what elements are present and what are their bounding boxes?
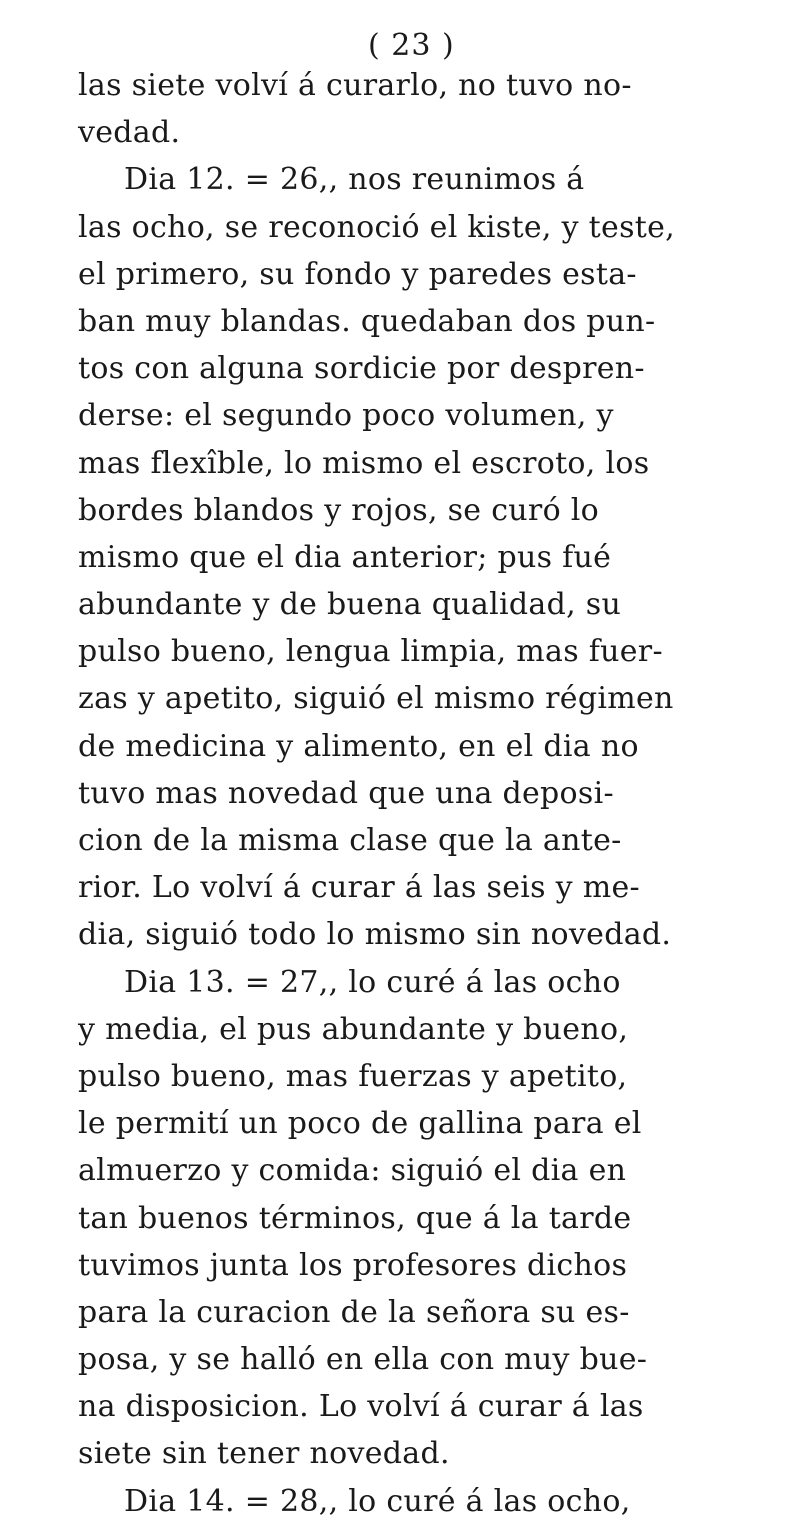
text-line: de medicina y alimento, en el dia no <box>78 728 639 764</box>
text-line: almuerzo y comida: siguió el dia en <box>78 1153 627 1189</box>
text-line: tan buenos términos, que á la tarde <box>78 1200 632 1236</box>
text-line: zas y apetito, siguió el mismo régimen <box>78 681 674 717</box>
text-line: vedad. <box>78 115 181 151</box>
text-line: le permití un poco de gallina para el <box>78 1106 642 1142</box>
body-text <box>78 62 738 1525</box>
text-line: siete sin tener novedad. <box>78 1436 450 1472</box>
text-line: cion de la misma clase que la ante- <box>78 823 622 858</box>
text-line: y media, el pus abundante y bueno, <box>78 1011 629 1047</box>
text-line: ban muy blandas. quedaban dos pun- <box>78 303 656 339</box>
text-line: Dia 12. = 26,, nos reunimos á <box>124 162 585 198</box>
text-line: Dia 14. = 28,, lo curé á las ocho, <box>124 1483 631 1519</box>
text-line: mismo que el dia anterior; pus fué <box>78 539 612 575</box>
text-line: derse: el segundo poco volumen, y <box>78 398 614 434</box>
text-line: el primero, su fondo y paredes esta- <box>78 256 637 292</box>
text-line: tos con alguna sordicie por despren- <box>78 351 645 387</box>
text-line: las ocho, se reconoció el kiste, y teste, <box>78 209 676 245</box>
text-line: posa, y se halló en ella con muy bue- <box>78 1342 648 1378</box>
text-line: Dia 13. = 27,, lo curé á las ocho <box>124 964 621 1000</box>
text-line: para la curacion de la señora su es- <box>78 1294 630 1330</box>
text-line: mas flexîble, lo mismo el escroto, los <box>78 445 650 481</box>
text-line: dia, siguió todo lo mismo sin novedad. <box>78 917 672 953</box>
text-line: abundante y de buena qualidad, su <box>78 587 622 623</box>
text-line: pulso bueno, mas fuerzas y apetito, <box>78 1058 628 1094</box>
text-line: las siete volví á curarlo, no tuvo no- <box>78 68 632 103</box>
page-number: ( 23 ) <box>368 28 455 63</box>
text-line: tuvo mas novedad que una deposi- <box>78 775 614 811</box>
text-line: tuvimos junta los profesores dichos <box>78 1247 628 1283</box>
text-line: pulso bueno, lengua limpia, mas fuer- <box>78 634 663 670</box>
text-line: na disposicion. Lo volví á curar á las <box>78 1389 644 1425</box>
text-line: bordes blandos y rojos, se curó lo <box>78 492 600 528</box>
text-line: rior. Lo volví á curar á las seis y me- <box>78 870 640 906</box>
